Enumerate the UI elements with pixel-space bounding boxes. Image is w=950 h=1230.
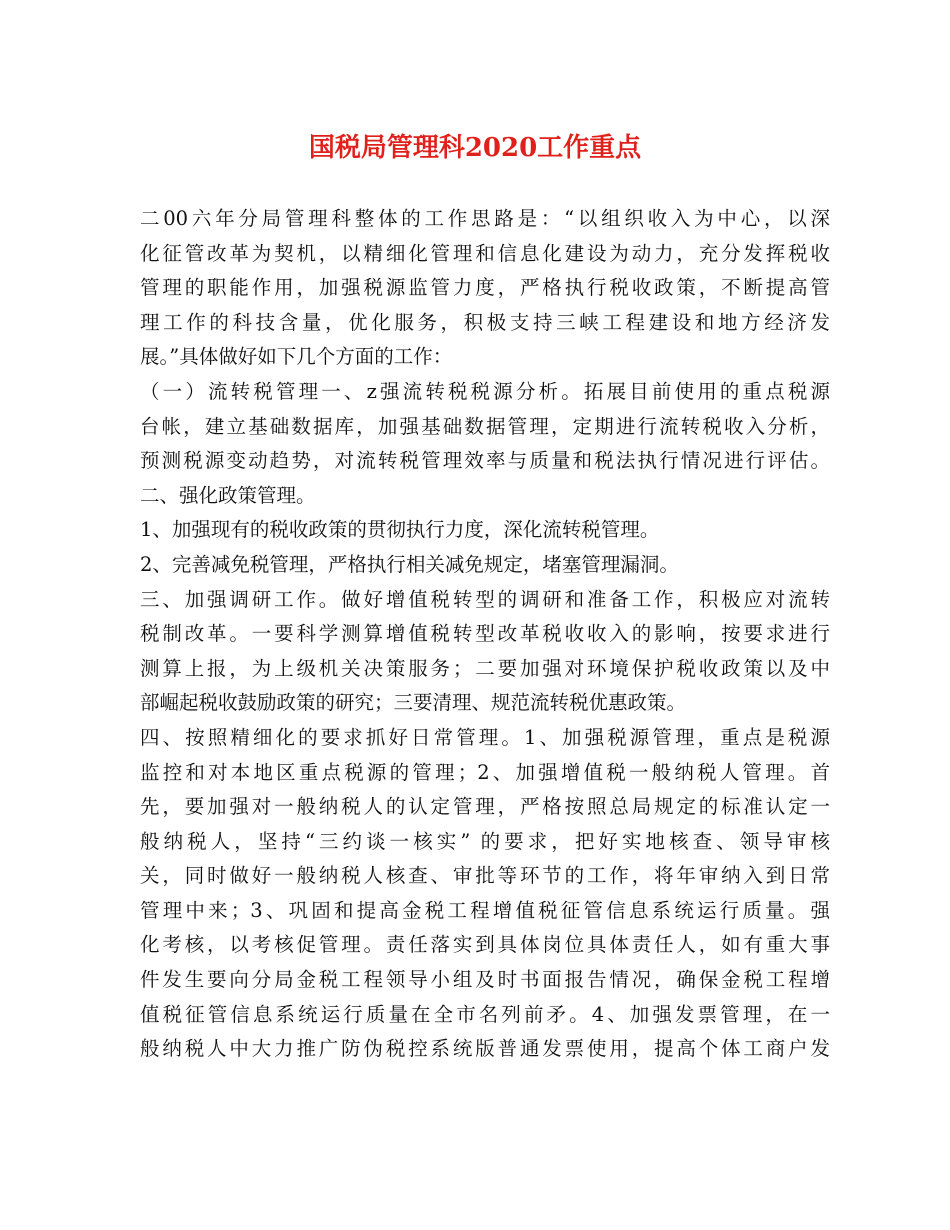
body-line: 2、完善减免税管理，严格执行相关减免规定，堵塞管理漏洞。 — [140, 552, 679, 576]
body-line: 化考核，以考核促管理。责任落实到具体岗位具体责任人，如有重大事 — [140, 933, 830, 957]
body-line: 件发生要向分局金税工程领导小组及时书面报告情况，确保金税工程增 — [140, 968, 830, 992]
body-line: （一）流转税管理一、z强流转税税源分析。拓展目前使用的重点税源 — [140, 379, 830, 403]
body-line: 关，同时做好一般纳税人核查、审批等环节的工作，将年审纳入到日常 — [140, 864, 830, 888]
body-line: 理工作的科技含量，优化服务，积极支持三峡工程建设和地方经济发 — [140, 310, 830, 334]
body-line: 化征管改革为契机，以精细化管理和信息化建设为动力，充分发挥税收 — [140, 241, 830, 265]
body-line: 二00六年分局管理科整体的工作思路是：“以组织收入为中心，以深 — [140, 207, 830, 230]
body-line: 展。”具体做好如下几个方面的工作： — [140, 345, 453, 369]
body-line: 先，要加强对一般纳税人的认定管理，严格按照总局规定的标准认定一 — [140, 795, 830, 819]
body-line: 监控和对本地区重点税源的管理；2、加强增值税一般纳税人管理。首 — [140, 760, 830, 784]
body-line: 管理的职能作用，加强税源监管力度，严格执行税收政策，不断提高管 — [140, 276, 830, 300]
body-line: 预测税源变动趋势，对流转税管理效率与质量和税法执行情况进行评估。 — [140, 449, 830, 473]
body-line: 税制改革。一要科学测算增值税转型改革税收收入的影响，按要求进行 — [140, 622, 830, 646]
body-line: 部崛起税收鼓励政策的研究；三要清理、规范流转税优惠政策。 — [140, 691, 687, 715]
body-line: 般纳税人中大力推广防伪税控系统版普通发票使用，提高个体工商户发 — [140, 1037, 830, 1061]
body-line: 四、按照精细化的要求抓好日常管理。1、加强税源管理，重点是税源 — [140, 725, 830, 749]
body-line: 管理中来；3、巩固和提高金税工程增值税征管信息系统运行质量。强 — [140, 898, 830, 922]
body-line: 二、强化政策管理。 — [140, 483, 316, 507]
document-title: 国税局管理科2020工作重点 — [308, 133, 642, 163]
body-line: 台帐，建立基础数据库，加强基础数据管理，定期进行流转税收入分析， — [140, 414, 830, 438]
document-body — [140, 202, 830, 1067]
body-line: 测算上报，为上级机关决策服务；二要加强对环境保护税收政策以及中 — [140, 656, 830, 680]
body-line: 1、加强现有的税收政策的贯彻执行力度，深化流转税管理。 — [140, 518, 660, 542]
body-line: 值税征管信息系统运行质量在全市名列前矛。4、加强发票管理，在一 — [140, 1002, 830, 1026]
body-line: 三、加强调研工作。做好增值税转型的调研和准备工作，积极应对流转 — [140, 587, 830, 611]
body-line: 般纳税人，坚持“三约谈一核实” 的要求，把好实地核查、领导审核 — [140, 829, 830, 853]
